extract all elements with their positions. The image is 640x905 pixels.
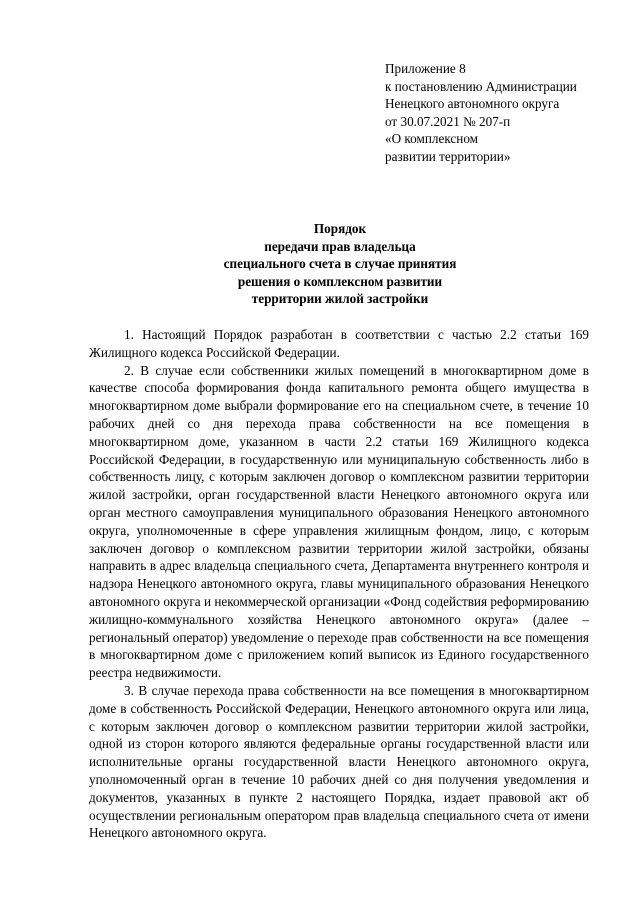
paragraph-3: 3. В случае перехода права собственности на все помещения в многоквартирном доме в собственность Российской Федерации, Ненецкого автономного округа или лица, с которым заключен договор о комплексном развитии территории жилой застройки, одной из сторон которого являются федеральные органы государственной власти или исполнительные органы государственной власти Ненецкого автономного округа, уполномоченный орган в течение 10 рабочих дней со дня получения уведомления и документов, указанных в пункте 2 настоящего Порядка, издает правовой акт об осуществлении региональным оператором прав владельца специального счета от имени Ненецкого автономного округа. bbox=[89, 682, 589, 841]
appendix-line: к постановлению Администрации bbox=[385, 78, 577, 94]
appendix-line: развитии территории» bbox=[385, 148, 511, 164]
appendix-line: от 30.07.2021 № 207-п bbox=[385, 113, 511, 129]
title-line: Порядок bbox=[313, 221, 367, 236]
paragraph-2: 2. В случае если собственники жилых помещений в многоквартирном доме в качестве способа формирования фонда капитального ремонта общего имущества в многоквартирном доме выбрали формирование его на специальном счете, в течение 10 рабочих дней со дня перехода права собственности на все помещения в многоквартирном доме, указанном в части 2.2 статьи 169 Жилищного кодекса Российской Федерации, в государственную или муниципальную собственность либо в собственность лицу, с которым заключен договор о комплексном развитии территории жилой застройки, орган государственной власти Ненецкого автономного округа или орган местного самоуправления муниципального образования Ненецкого автономного округа, уполномоченные в сфере управления жилищным фондом, лицо, с которым заключен договор о комплексном развитии территории жилой застройки, обязаны направить в адрес владельца специального счета, Департамента внутреннего контроля и надзора Ненецкого автономного округа, главы муниципального образования Ненецкого автономного округа и некоммерческой организации «Фонд содействия реформированию жилищно-коммунального хозяйства Ненецкого автономного округа» (далее – региональный оператор) уведомление о переходе прав собственности на все помещения в многоквартирном доме с приложением копий выписок из Единого государственного реестра недвижимости. bbox=[89, 362, 589, 681]
title-line: передачи прав владельца bbox=[264, 238, 416, 254]
title-line: решения о комплексном развитии bbox=[237, 273, 443, 289]
appendix-line: Ненецкого автономного округа bbox=[385, 96, 560, 112]
appendix-line: Приложение 8 bbox=[385, 61, 466, 76]
document-body bbox=[89, 326, 589, 842]
title-line: специального счета в случае принятия bbox=[223, 256, 457, 272]
document-title bbox=[90, 220, 590, 308]
title-line: территории жилой застройки bbox=[251, 291, 429, 307]
paragraph-1: 1. Настоящий Порядок разработан в соответствии с частью 2.2 статьи 169 Жилищного кодекса Российской Федерации. bbox=[89, 327, 589, 360]
appendix-line: «О комплексном bbox=[385, 131, 479, 147]
appendix-header bbox=[385, 60, 625, 166]
